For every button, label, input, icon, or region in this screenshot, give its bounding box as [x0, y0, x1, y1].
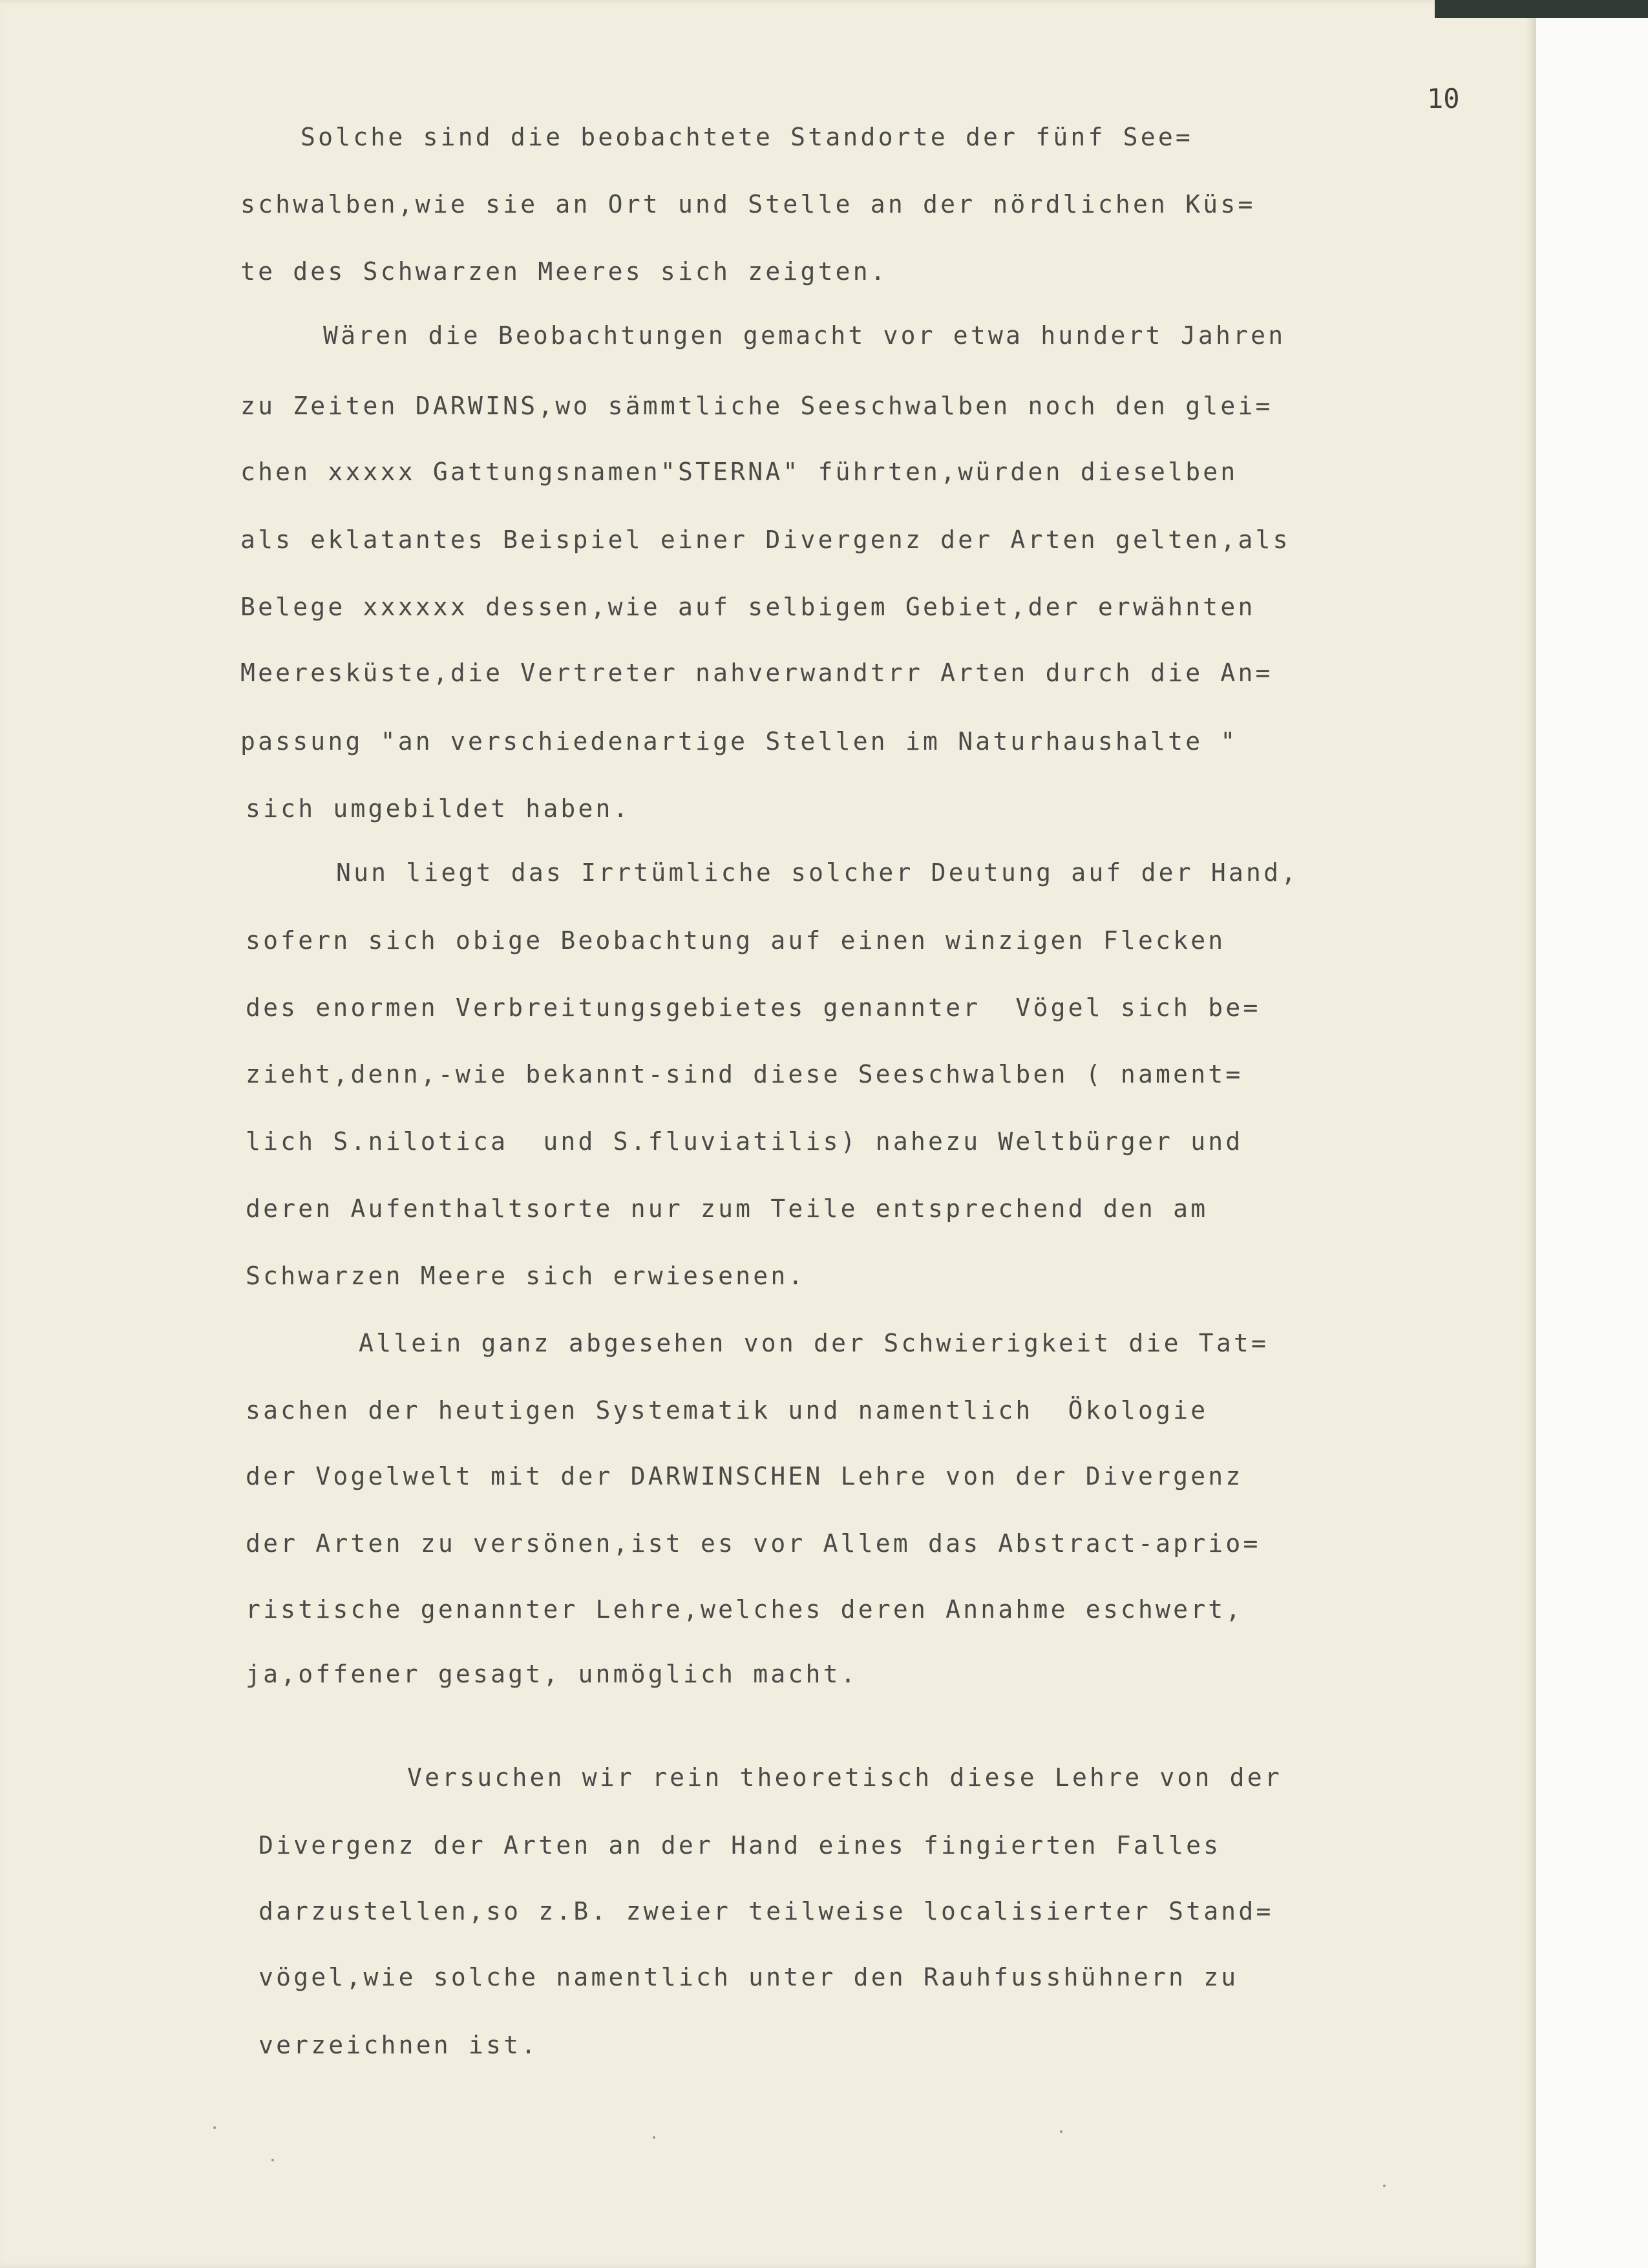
text-line: Wären die Beobachtungen gemacht vor etwa hundert Jahren: [323, 321, 1286, 350]
text-line: lich S.nilotica und S.fluviatilis) nahezu Weltbürger und: [246, 1127, 1243, 1156]
text-line: ja,offener gesagt, unmöglich macht.: [246, 1660, 858, 1688]
text-line: Nun liegt das Irrtümliche solcher Deutung auf der Hand,: [336, 858, 1299, 887]
text-line: darzustellen,so z.B. zweier teilweise localisierter Stand=: [259, 1897, 1274, 1925]
text-line: te des Schwarzen Meeres sich zeigten.: [240, 257, 888, 286]
text-line: ristische genannter Lehre,welches deren Annahme eschwert,: [246, 1595, 1243, 1624]
paper-speck: [1060, 2130, 1062, 2133]
paper-speck: [271, 2159, 274, 2161]
text-line: sachen der heutigen Systematik und namentlich Ökologie: [246, 1396, 1209, 1425]
scan-edge-strip: [1435, 0, 1648, 18]
text-line: Allein ganz abgesehen von der Schwierigkeit die Tat=: [359, 1329, 1269, 1357]
paper-speck: [653, 2136, 655, 2139]
text-line: chen xxxxx Gattungsnamen"STERNA" führten,würden dieselben: [240, 458, 1238, 486]
text-line: zu Zeiten DARWINS,wo sämmtliche Seeschwalben noch den glei=: [240, 392, 1273, 420]
text-line: Divergenz der Arten an der Hand eines fingierten Falles: [259, 1831, 1221, 1860]
page-number: 10: [1427, 83, 1460, 114]
text-line: der Arten zu versönen,ist es vor Allem das Abstract-aprio=: [246, 1529, 1261, 1558]
text-line: Solche sind die beobachtete Standorte der fünf See=: [301, 123, 1193, 151]
text-line: sofern sich obige Beobachtung auf einen winzigen Flecken: [246, 926, 1226, 955]
text-line: des enormen Verbreitungsgebietes genannter Vögel sich be=: [246, 993, 1261, 1022]
text-line: sich umgebildet haben.: [246, 794, 631, 823]
text-line: verzeichnen ist.: [259, 2031, 539, 2059]
scan-background-margin: [1535, 18, 1648, 2268]
text-line: Schwarzen Meere sich erwiesenen.: [246, 1262, 806, 1290]
text-line: Meeresküste,die Vertreter nahverwandtrr Arten durch die An=: [240, 659, 1273, 687]
text-line: deren Aufenthaltsorte nur zum Teile entsprechend den am: [246, 1194, 1209, 1223]
text-line: schwalben,wie sie an Ort und Stelle an der nördlichen Küs=: [240, 190, 1256, 218]
paper-speck: [1383, 2185, 1386, 2187]
text-line: Versuchen wir rein theoretisch diese Lehre von der: [407, 1763, 1282, 1792]
paper-speck: [213, 2126, 216, 2129]
text-line: passung "an verschiedenartige Stellen im Naturhaushalte ": [240, 727, 1238, 756]
text-line: als eklatantes Beispiel einer Divergenz der Arten gelten,als: [240, 525, 1291, 554]
text-line: vögel,wie solche namentlich unter den Rauhfusshühnern zu: [259, 1963, 1239, 1991]
text-line: Belege xxxxxx dessen,wie auf selbigem Gebiet,der erwähnten: [240, 593, 1256, 621]
text-line: zieht,denn,-wie bekannt-sind diese Seeschwalben ( nament=: [246, 1060, 1243, 1088]
text-line: der Vogelwelt mit der DARWINSCHEN Lehre von der Divergenz: [246, 1462, 1243, 1490]
